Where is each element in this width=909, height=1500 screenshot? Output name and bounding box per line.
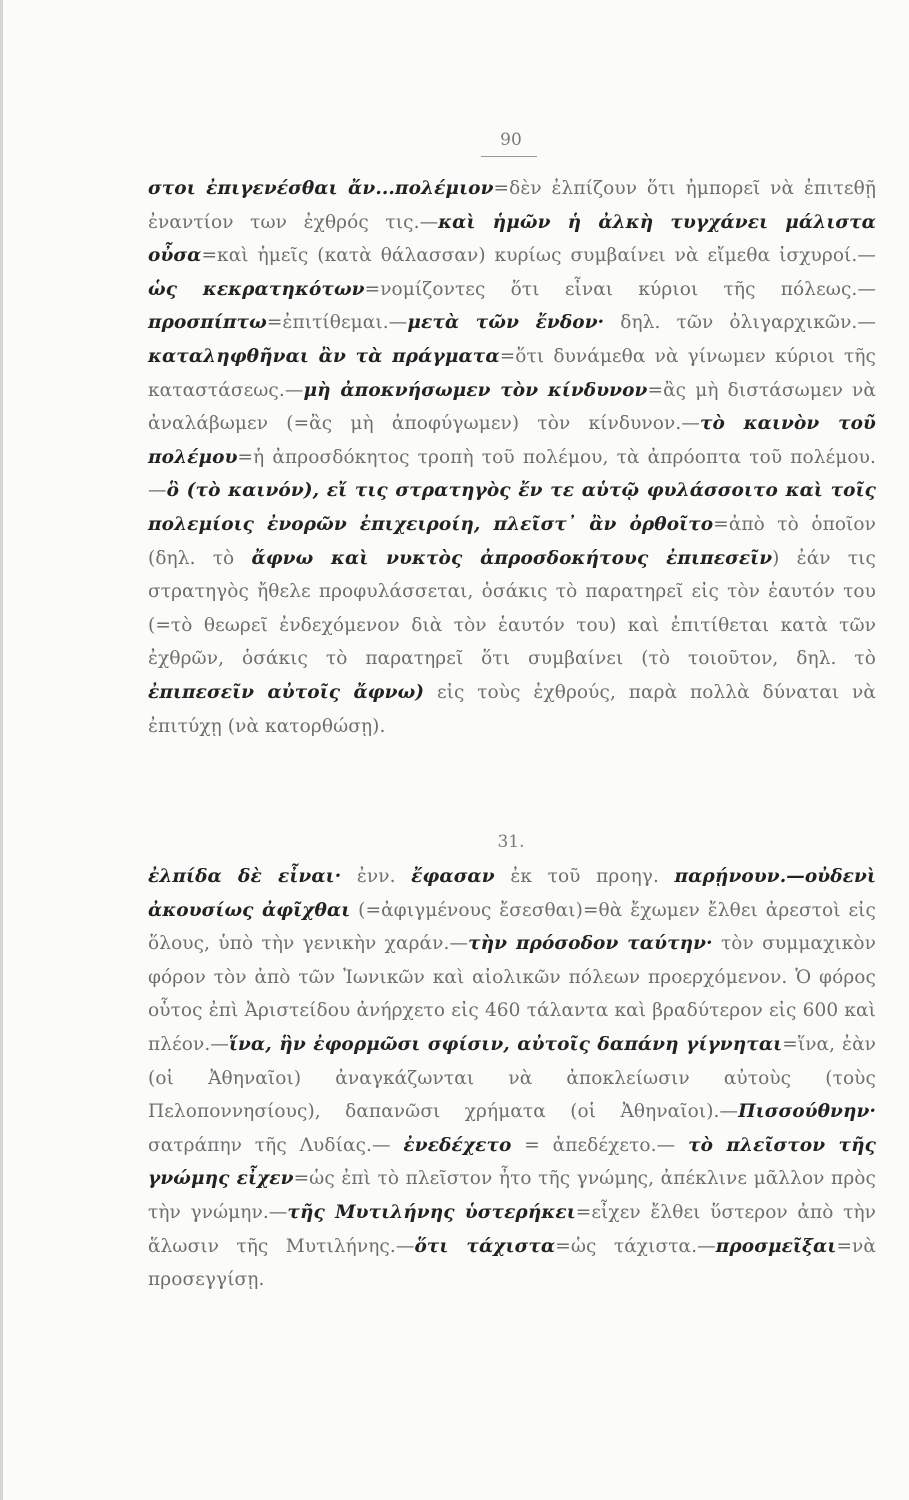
gloss-text: ἐκ τοῦ προηγ.	[494, 866, 675, 887]
gloss-text: =ἐπιτίθεμαι.—	[266, 312, 408, 334]
lemma-text: Πισσούθνην·	[738, 1101, 876, 1123]
lemma-text: τὸ καινὸν τοῦ πολέμου	[148, 413, 876, 468]
lemma-text: ἔφασαν	[411, 866, 495, 887]
lemma-text: παρῄνουν.—οὐδενὶ ἀκουσίως ἀφῖχθαι	[148, 866, 876, 921]
lemma-text: προσμεῖξαι	[715, 1235, 837, 1257]
gloss-text: ) ἐάν τις στρατηγὸς ἤθελε προφυλάσσεται, ὁσάκις τὸ παρατηρεῖ εἰς τὸν ἑαυτόν του (=τὸ θεωρεῖ ἐνδεχόμενον διὰ τὸν ἑαυτόν του) καὶ ἐπιτίθεται κατὰ τῶν ἐχθρῶν, ὁσάκις τὸ παρατηρεῖ ὅτι συμβαίνει (τὸ τοιοῦτον, δηλ. τὸ	[148, 547, 876, 670]
page-number: 90	[500, 130, 522, 150]
gloss-text: =ἡ ἀπροσδόκητος τροπὴ τοῦ πολέμου, τὰ ἀπρόοπτα τοῦ πολέμου.—	[148, 446, 876, 502]
lemma-text: μετὰ τῶν ἔνδον·	[407, 312, 605, 334]
gloss-text: =ὅτι δυνάμεθα νὰ γίνωμεν κύριοι τῆς καταστάσεως.—	[148, 345, 877, 401]
gloss-text: (=ἀφιγμένους ἔσεσθαι)=θὰ ἔχωμεν ἔλθει ἀρεστοὶ εἰς ὅλους, ὑπὸ τὴν γενικὴν χαράν.—	[148, 899, 876, 955]
lemma-text: ἐπιπεσεῖν αὐτοῖς ἄφνω)	[148, 681, 425, 703]
commentary-paragraph	[148, 172, 876, 743]
gloss-text: ἐνν.	[341, 866, 412, 887]
gloss-text: =καὶ ἡμεῖς (κατὰ θάλασσαν) κυρίως συμβαίνει νὰ εἴμεθα ἰσχυροί.—	[201, 245, 876, 267]
gloss-text: =νὰ προσεγγίσῃ.	[148, 1235, 876, 1291]
gloss-text: =ἂς μὴ διστάσωμεν νὰ ἀναλάβωμεν (=ἂς μὴ ἀποφύγωμεν) τὸν κίνδυνον.—	[148, 379, 876, 435]
lemma-text: ἄφνω καὶ νυκτὸς ἀπροσδοκήτους ἐπιπεσεῖν	[251, 547, 773, 569]
lemma-text: τῆς Μυτιλήνης ὑστερήκει	[287, 1201, 576, 1223]
section-number: 31.	[497, 832, 525, 852]
lemma-text: ὡς κεκρατηκότων	[148, 278, 365, 300]
gloss-text: σατράπην τῆς Λυδίας.—	[148, 1134, 404, 1156]
lemma-text: ὅτι τάχιστα	[414, 1235, 556, 1257]
gloss-text: = ἀπεδέχετο.—	[511, 1134, 689, 1156]
gloss-text: εἰς τοὺς ἐχθρούς, παρὰ πολλὰ δύναται νὰ ἐπιτύχῃ (νὰ κατορθώσῃ).	[148, 681, 876, 737]
lemma-text: καταληφθῆναι ἂν τὰ πράγματα	[148, 345, 500, 367]
lemma-text: τὴν πρόσοδον ταύτην·	[468, 933, 713, 955]
gloss-text: =ἀπὸ τὸ ὁποῖον (δηλ. τὸ	[148, 513, 876, 569]
gloss-text: =ὡς ἐπὶ τὸ πλεῖστον ἦτο τῆς γνώμης, ἀπέκλινε μᾶλλον πρὸς τὴν γνώμην.—	[148, 1168, 876, 1223]
commentary-paragraph	[148, 860, 876, 1297]
lemma-text: τὸ πλεῖστον τῆς γνώμης εἶχεν	[148, 1134, 877, 1190]
lemma-text: ἵνα, ἣν ἐφορμῶσι σφίσιν, αὐτοῖς δαπάνη γίγνηται	[228, 1033, 783, 1055]
gloss-text: =ἵνα, ἐὰν (οἱ Ἀθηναῖοι) ἀναγκάζωνται νὰ ἀποκλείωσιν αὐτοὺς (τοὺς Πελοποννησίους), δαπανῶσι χρήματα (οἱ Ἀθηναῖοι).—	[148, 1033, 877, 1123]
gloss-text: =δὲν ἐλπίζουν ὅτι ἠμπορεῖ νὰ ἐπιτεθῇ ἐναντίον των ἐχθρός τις.—	[148, 178, 877, 233]
lemma-text: ὃ (τὸ καινόν), εἴ τις στρατηγὸς ἔν τε αὑτῷ φυλάσσοιτο καὶ τοῖς πολεμίοις ἐνορῶν ἐπιχειροίη, πλεῖστ᾽ ἂν ὀρθοῖτο	[148, 480, 876, 535]
lemma-text: ἐλπίδα δὲ εἶναι·	[148, 866, 342, 887]
lemma-text: προσπίπτω	[148, 312, 267, 334]
lemma-text: ἐνεδέχετο	[403, 1134, 512, 1156]
gloss-text: =εἶχεν ἔλθει ὕστερον ἀπὸ τὴν ἅλωσιν τῆς Μυτιλήνης.—	[148, 1201, 876, 1257]
page-number-underline	[481, 156, 537, 157]
gloss-text: =νομίζοντες ὅτι εἶναι κύριοι τῆς πόλεως.—	[364, 278, 876, 300]
gloss-text: τὸν συμμαχικὸν φόρον τὸν ἀπὸ τῶν Ἰωνικῶν καὶ αἰολικῶν πόλεων προερχόμενον. Ὁ φόρος οὗτος ἐπὶ Ἀριστείδου ἀνήρχετο εἰς 460 τάλαντα καὶ βραδύτερον εἰς 600 καὶ πλέον.—	[148, 933, 876, 1055]
gloss-text: =ὡς τάχιστα.—	[555, 1235, 716, 1257]
gloss-text: δηλ. τῶν ὀλιγαρχικῶν.—	[604, 312, 876, 334]
lemma-text: καὶ ἡμῶν ἡ ἀλκὴ τυγχάνει μάλιστα οὖσα	[148, 211, 876, 267]
lemma-text: στοι ἐπιγενέσθαι ἄν...πολέμιον	[148, 178, 494, 199]
page-edge	[0, 0, 3, 1500]
lemma-text: μὴ ἀποκνήσωμεν τὸν κίνδυνον	[303, 379, 648, 401]
